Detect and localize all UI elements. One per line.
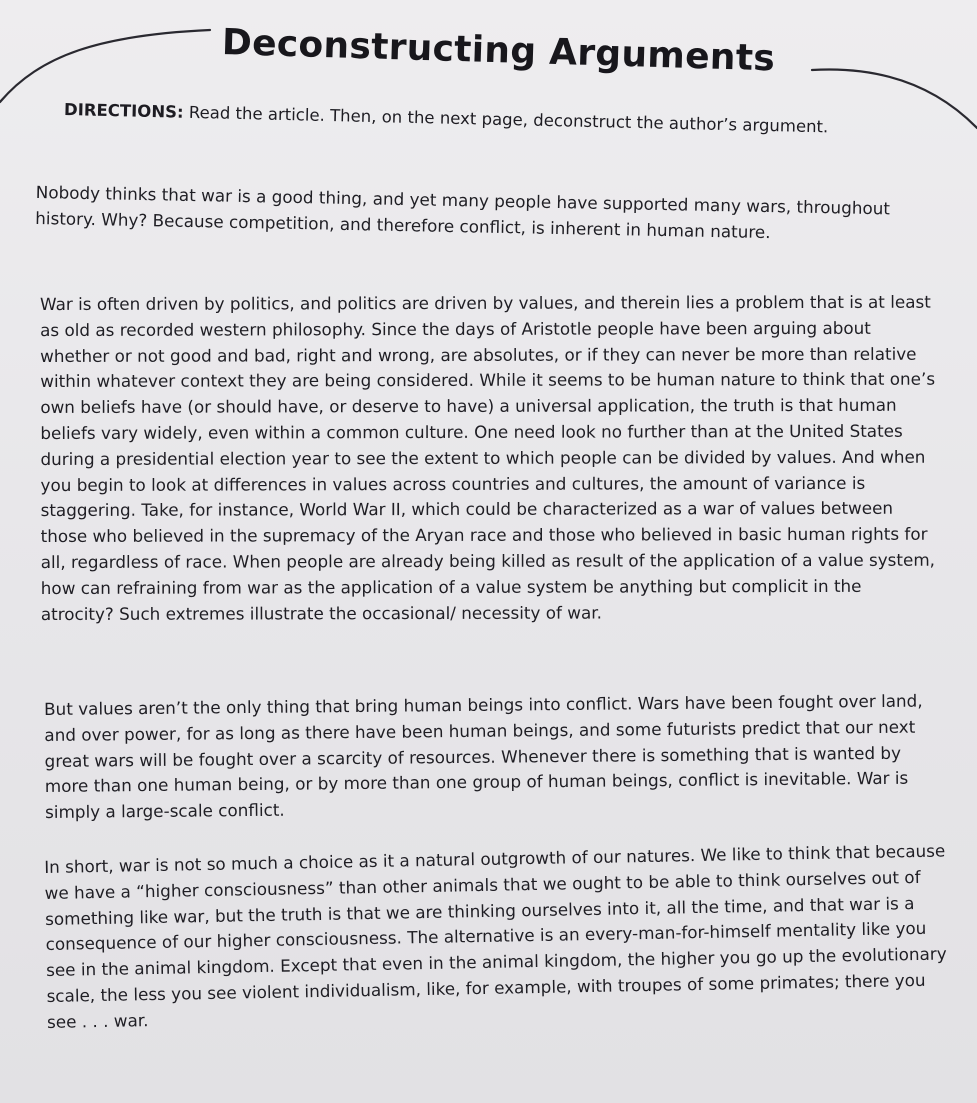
article-paragraph-4: In short, war is not so much a choice as it a natural outgrowth of our natures. We like to think that because we have a “higher consciousness” than other animals that we ought to be able to think ourselves out of something like war, but the truth is that we are thinking ourselves into it, all the time, and that war is a consequence of our higher consciousness. The alternative is an every-man-for-himself mentality like you see in the animal kingdom. Except that even in the animal kingdom, the higher you go up the evolutionary scale, the less you see violent individualism, like, for example, with troupes of some primates; there you see . . . war. [44,840,947,1032]
directions-label: DIRECTIONS: [63,100,184,122]
page-title: Deconstructing Arguments [221,22,776,80]
article-paragraph-2: War is often driven by politics, and politics are driven by values, and therein lies a problem that is at least as old as recorded western philosophy. Since the days of Aristotle people have been arguing about whether or not good and bad, right and wrong, are absolutes, or if they can never be more than relative within whatever context they are being considered. While it seems to be human nature to think that one’s own beliefs have (or should have, or deserve to have) a universal application, the truth is that human beliefs vary widely, even within a common culture. One need look no further than at the United States during a presidential election year to see the extent to which people can be divided by values. And when you begin to look at differences in values across countries and cultures, the amount of variance is staggering. Take, for instance, World War II, which could be characterized as a war of values between those who believed in the supremacy of the Aryan race and those who believed in basic human rights for all, regardless of race. When people are already being killed as result of the application of a value system, how can refraining from war as the application of a value system be anything but complicit in the atrocity? Such extremes illustrate the occasional/ necessity of war. [40,291,936,624]
directions-text: Read the article. Then, on the next page, deconstruct the author’s argument. [183,102,829,137]
article-paragraph-1: Nobody thinks that war is a good thing, and yet many people have supported many wars, throughout history. Why? Because competition, and therefore conflict, is inherent in human nature. [35,181,891,242]
article-paragraph-3: But values aren’t the only thing that bring human beings into conflict. Wars have been fought over land, and over power, for as long as there have been human beings, and some futurists predict that our next great wars will be fought over a scarcity of resources. Whenever there is something that is wanted by more than one human being, or by more than one group of human beings, conflict is inevitable. War is simply a large-scale conflict. [44,690,923,823]
right-swoosh-line [812,69,977,128]
left-swoosh-line [0,30,210,102]
